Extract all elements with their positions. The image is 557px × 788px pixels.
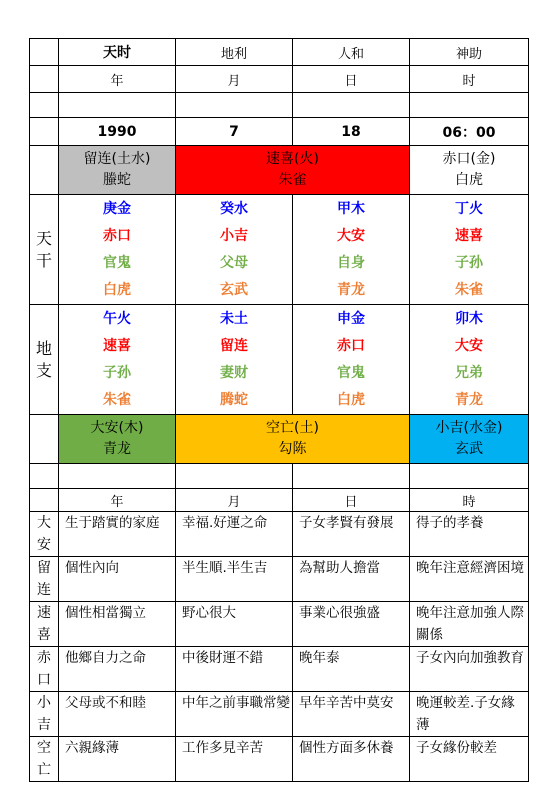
stem-element: 癸水 xyxy=(220,200,248,217)
dizhi-col-month xyxy=(176,305,293,415)
palace-name: 留连(土水) xyxy=(83,151,151,167)
palace-chikou xyxy=(410,146,529,195)
desc-row-label: 速 喜 xyxy=(30,602,59,647)
value-month: 7 xyxy=(176,118,293,146)
stem-beast: 玄武 xyxy=(220,281,248,298)
desc-cell: 晚運較差.子女緣薄 xyxy=(410,692,529,737)
branch-beast: 白虎 xyxy=(337,391,365,408)
palace-name: 大安(木) xyxy=(90,420,144,436)
tiangan-col-year xyxy=(59,195,176,305)
pillar-row xyxy=(30,39,529,66)
date-row xyxy=(30,118,529,146)
dizhi-row xyxy=(30,305,529,415)
branch-palace: 留连 xyxy=(220,337,248,354)
stem-relation: 父母 xyxy=(220,254,248,271)
desc-header-row xyxy=(30,489,529,512)
branch-relation: 官鬼 xyxy=(337,364,365,381)
stem-beast: 朱雀 xyxy=(455,281,483,298)
tiangan-row xyxy=(30,195,529,305)
palace-suxi xyxy=(176,146,410,195)
unit-row xyxy=(30,66,529,93)
desc-cell: 晚年泰 xyxy=(293,647,410,692)
palace-name: 小吉(水金) xyxy=(435,420,503,436)
unit-year: 年 xyxy=(59,66,176,93)
desc-row-xiaoji xyxy=(30,692,529,737)
desc-row-chikou xyxy=(30,647,529,692)
blank-row xyxy=(30,464,529,489)
branch-relation: 妻财 xyxy=(220,364,248,381)
desc-cell: 他鄉自力之命 xyxy=(59,647,176,692)
branch-beast: 青龙 xyxy=(455,391,483,408)
desc-cell: 野心很大 xyxy=(176,602,293,647)
branch-element: 申金 xyxy=(337,310,365,327)
unit-hour: 时 xyxy=(410,66,529,93)
palace-kongwang xyxy=(176,415,410,464)
desc-header-year: 年 xyxy=(59,489,176,512)
desc-cell: 子女孝賢有發展 xyxy=(293,512,410,557)
stem-element: 甲木 xyxy=(337,200,365,217)
desc-cell: 個性內向 xyxy=(59,557,176,602)
pillar-divine: 神助 xyxy=(410,39,529,66)
branch-element: 午火 xyxy=(103,310,131,327)
stem-beast: 青龙 xyxy=(337,281,365,298)
stem-beast: 白虎 xyxy=(103,281,131,298)
desc-cell: 半生順.半生吉 xyxy=(176,557,293,602)
dizhi-col-day xyxy=(293,305,410,415)
palace-beast: 青龙 xyxy=(103,441,131,457)
branch-relation: 兄弟 xyxy=(455,364,483,381)
desc-cell: 中後財運不錯 xyxy=(176,647,293,692)
desc-header-hour: 時 xyxy=(410,489,529,512)
stem-relation: 官鬼 xyxy=(103,254,131,271)
desc-row-daan xyxy=(30,512,529,557)
desc-cell: 早年辛苦中莫安 xyxy=(293,692,410,737)
stem-palace: 小吉 xyxy=(220,227,248,244)
desc-cell: 父母或不和睦 xyxy=(59,692,176,737)
value-year: 1990 xyxy=(59,118,176,146)
desc-row-label: 赤 口 xyxy=(30,647,59,692)
tiangan-col-hour xyxy=(410,195,529,305)
palace-beast: 勾陈 xyxy=(278,441,307,457)
palace-beast: 螣蛇 xyxy=(103,172,131,188)
palace-daan xyxy=(59,415,176,464)
palace-name: 空亡(土) xyxy=(266,420,319,436)
blank-row xyxy=(30,93,529,118)
branch-element: 卯木 xyxy=(455,310,483,327)
desc-row-suxi xyxy=(30,602,529,647)
desc-cell: 晚年注意加強人際關係 xyxy=(410,602,529,647)
desc-row-label: 留 连 xyxy=(30,557,59,602)
desc-cell: 晚年注意經濟困境 xyxy=(410,557,529,602)
desc-header-month: 月 xyxy=(176,489,293,512)
corner-cell xyxy=(30,39,59,66)
desc-cell: 為幫助人擔當 xyxy=(293,557,410,602)
palace-name: 赤口(金) xyxy=(442,151,496,167)
dizhi-col-hour xyxy=(410,305,529,415)
pillar-human: 人和 xyxy=(293,39,410,66)
palace-liulian xyxy=(59,146,176,195)
branch-beast: 朱雀 xyxy=(103,391,131,408)
stem-relation: 子孙 xyxy=(455,254,483,271)
tiangan-col-month xyxy=(176,195,293,305)
desc-row-label: 空 亡 xyxy=(30,737,59,782)
tiangan-label: 天 干 xyxy=(30,195,59,305)
palace-name: 速喜(火) xyxy=(266,151,319,167)
value-hour: 06：00 xyxy=(410,118,529,146)
branch-element: 未土 xyxy=(220,310,248,327)
stem-relation: 自身 xyxy=(337,254,365,271)
stem-palace: 赤口 xyxy=(103,227,131,244)
upper-palace-row xyxy=(30,146,529,195)
desc-row-liulian xyxy=(30,557,529,602)
pillar-heaven: 天时 xyxy=(59,39,176,66)
desc-cell: 個性方面多休養 xyxy=(293,737,410,782)
palace-beast: 朱雀 xyxy=(278,172,307,188)
desc-cell: 工作多見辛苦 xyxy=(176,737,293,782)
palace-beast: 玄武 xyxy=(455,441,483,457)
desc-cell: 事業心很強盛 xyxy=(293,602,410,647)
desc-cell: 幸福.好運之命 xyxy=(176,512,293,557)
lower-palace-row xyxy=(30,415,529,464)
dizhi-col-year xyxy=(59,305,176,415)
stem-element: 庚金 xyxy=(103,200,131,217)
palace-xiaoji xyxy=(410,415,529,464)
stem-palace: 大安 xyxy=(337,227,365,244)
value-day: 18 xyxy=(293,118,410,146)
pillar-earth: 地利 xyxy=(176,39,293,66)
desc-cell: 中年之前事職常變 xyxy=(176,692,293,737)
stem-element: 丁火 xyxy=(455,200,483,217)
desc-cell: 個性相當獨立 xyxy=(59,602,176,647)
stem-palace: 速喜 xyxy=(455,227,483,244)
dizhi-label: 地 支 xyxy=(30,305,59,415)
unit-day: 日 xyxy=(293,66,410,93)
branch-relation: 子孙 xyxy=(103,364,131,381)
unit-month: 月 xyxy=(176,66,293,93)
desc-cell: 生于踏實的家庭 xyxy=(59,512,176,557)
desc-cell: 子女緣份較差 xyxy=(410,737,529,782)
palace-beast: 白虎 xyxy=(455,172,483,188)
desc-row-label: 小 吉 xyxy=(30,692,59,737)
branch-beast: 腾蛇 xyxy=(220,391,248,408)
divination-table xyxy=(29,38,529,782)
branch-palace: 大安 xyxy=(455,337,483,354)
desc-cell: 子女內向加強教育 xyxy=(410,647,529,692)
desc-row-label: 大 安 xyxy=(30,512,59,557)
desc-header-day: 日 xyxy=(293,489,410,512)
tiangan-col-day xyxy=(293,195,410,305)
branch-palace: 赤口 xyxy=(337,337,365,354)
desc-cell: 六親緣薄 xyxy=(59,737,176,782)
desc-row-kongwang xyxy=(30,737,529,782)
branch-palace: 速喜 xyxy=(103,337,131,354)
desc-cell: 得子的孝養 xyxy=(410,512,529,557)
